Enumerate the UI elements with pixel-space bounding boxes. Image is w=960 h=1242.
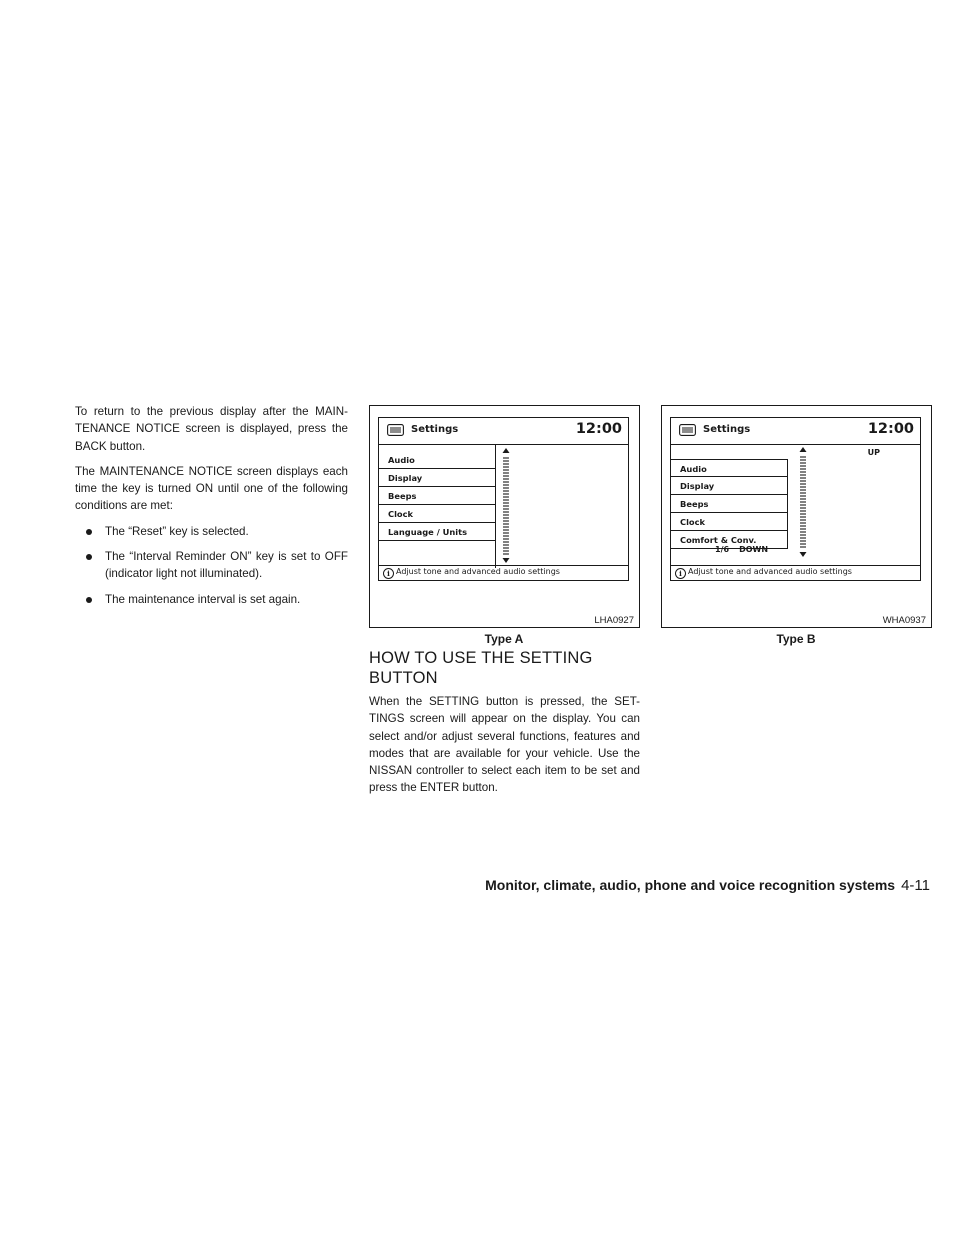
screen-footer xyxy=(379,565,628,580)
page-number: 4-11 xyxy=(901,877,930,894)
intro-paragraph-conditions: The MAINTENANCE NOTICE screen displays each time the key is turned ON until one of the following conditions are met: xyxy=(75,464,348,513)
scrollbar[interactable] xyxy=(501,448,511,564)
figure-caption-a: Type A xyxy=(484,632,524,646)
menu-item-clock[interactable]: Clock xyxy=(671,513,787,531)
screen-footer-text: Adjust tone and advanced audio settings xyxy=(688,567,852,576)
section-body: When the SETTING button is pressed, the SET-TINGS screen will appear on the display. You can select and/or adjust several functions, features and modes that are available for your vehicle. Use the NISSAN controller to select each item to be set and press the ENTER button. xyxy=(369,695,640,795)
menu-item-clock[interactable]: Clock xyxy=(379,505,495,523)
list-item-text: The “Reset” key is selected. xyxy=(105,524,249,538)
page-indicator-row xyxy=(715,545,778,554)
settings-screen-b xyxy=(670,417,921,581)
settings-icon xyxy=(387,424,404,436)
menu-item-audio[interactable]: Audio xyxy=(379,451,495,469)
down-button[interactable]: DOWN xyxy=(739,545,769,554)
up-button[interactable]: UP xyxy=(867,448,880,457)
page-indicator: 1/6 xyxy=(715,545,730,554)
menu-item-language-units[interactable]: Language / Units xyxy=(379,523,495,541)
page-footer xyxy=(460,877,930,894)
info-icon: i xyxy=(675,568,686,579)
section-heading: HOW TO USE THE SETTING BUTTON xyxy=(369,649,593,687)
menu-divider xyxy=(495,444,496,568)
list-item xyxy=(75,523,348,540)
settings-screen-a xyxy=(378,417,629,581)
screen-clock: 12:00 xyxy=(575,421,622,437)
bullet-icon xyxy=(86,529,92,535)
scrollbar-track-icon xyxy=(501,448,511,564)
list-item-text: The maintenance interval is set again. xyxy=(105,592,301,606)
chapter-title: Monitor, climate, audio, phone and voice recognition systems xyxy=(485,877,896,893)
conditions-list xyxy=(75,523,348,608)
menu-divider xyxy=(787,459,788,549)
menu-item-display[interactable]: Display xyxy=(379,469,495,487)
bullet-icon xyxy=(86,554,92,560)
figure-type-a xyxy=(369,405,640,628)
intro-column xyxy=(75,403,348,616)
figure-code: LHA0927 xyxy=(594,615,634,626)
intro-paragraph-back: To return to the previous display after the MAIN-TENANCE NOTICE screen is displayed, press the BACK button. xyxy=(75,405,348,453)
screen-header xyxy=(379,418,628,445)
list-item xyxy=(75,548,348,583)
screen-footer-text: Adjust tone and advanced audio settings xyxy=(396,567,560,576)
scrollbar-track-icon xyxy=(798,447,808,559)
list-item xyxy=(75,591,348,608)
menu-item-beeps[interactable]: Beeps xyxy=(671,495,787,513)
figure-code: WHA0937 xyxy=(882,615,926,626)
scrollbar[interactable] xyxy=(798,447,808,559)
screen-header xyxy=(671,418,920,445)
figure-caption-b: Type B xyxy=(776,632,816,646)
screen-footer xyxy=(671,565,920,580)
menu-item-display[interactable]: Display xyxy=(671,477,787,495)
bullet-icon xyxy=(86,597,92,603)
menu-item-comfort-conv[interactable]: Comfort & Conv. xyxy=(671,531,787,549)
screen-title: Settings xyxy=(411,424,459,435)
list-item-text: The “Interval Reminder ON” key is set to OFF (indicator light not illuminated). xyxy=(105,550,348,581)
figure-type-b xyxy=(661,405,932,628)
menu-item-audio[interactable]: Audio xyxy=(671,459,787,477)
info-icon: i xyxy=(383,568,394,579)
screen-clock: 12:00 xyxy=(867,421,914,437)
menu-item-beeps[interactable]: Beeps xyxy=(379,487,495,505)
settings-icon xyxy=(679,424,696,436)
screen-title: Settings xyxy=(703,424,751,435)
